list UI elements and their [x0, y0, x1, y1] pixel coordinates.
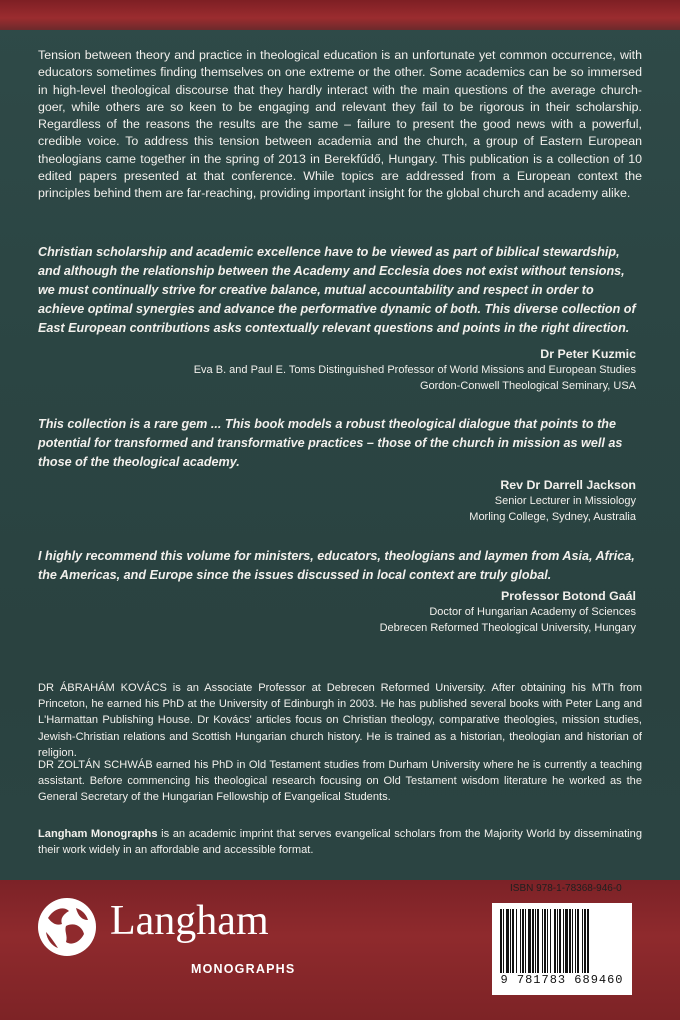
barcode-bar — [550, 909, 551, 973]
barcode-bar — [569, 909, 571, 973]
barcode-bar — [535, 909, 536, 973]
barcode-digits: 9 781783 689460 — [500, 973, 624, 987]
barcode-bar — [544, 909, 546, 973]
barcode-bar — [584, 909, 586, 973]
barcode-bar — [520, 909, 521, 973]
endorser-institution: Morling College, Sydney, Australia — [469, 510, 636, 523]
endorser-title: Eva B. and Paul E. Toms Distinguished Professor of World Missions and European Studies — [193, 364, 636, 376]
top-red-band — [0, 0, 680, 30]
endorsement-quote-gaal: I highly recommend this volume for ministers, educators, theologians and laymen from Asia, Africa, the Americas, and Europe since the issues discussed in local context are truly global. — [38, 549, 635, 582]
endorser-institution: Debrecen Reformed Theological University, Hungary — [379, 621, 636, 634]
endorsement-quote-jackson: This collection is a rare gem ... This book models a robust theological dialogue that points to the potential for transformed and transformative practices – those of the church in mission as well as those of the theological academy. — [38, 417, 623, 469]
book-description: Tension between theory and practice in theological education is an unfortunate yet common occurrence, with educators sometimes finding themselves on one extreme or the other. Some academics can be so immersed in high-level theological discourse that they hardly interact with the main questions of the average church-goer, while others are so keen to be engaging and relevant they fail to be rigorous in their scholarship. Regardless of the reasons the results are the same – failure to present the good news with a powerful, credible voice. To address this tension between academia and the church, a group of Eastern European theologians came together in the spring of 2013 in Berekfűdő, Hungary. This publication is a collection of 10 edited papers presented at that conference. While topics are addressed from a European context the principles behind them are far-reaching, providing important insight for the global church and academy alike. — [38, 48, 642, 201]
barcode-bar — [587, 909, 589, 973]
barcode-bar — [565, 909, 568, 973]
isbn-number: ISBN 978-1-78368-946-0 — [510, 883, 622, 894]
barcode — [492, 903, 632, 995]
barcode-bar — [503, 909, 504, 973]
barcode-bar — [563, 909, 564, 973]
langham-globe-logo-icon — [36, 896, 98, 958]
endorser-title: Doctor of Hungarian Academy of Sciences — [429, 606, 636, 618]
langham-wordmark: Langham — [110, 898, 269, 944]
barcode-bar — [522, 909, 524, 973]
imprint-description: is an academic imprint that serves evangelical scholars from the Majority World by disseminating their work widely in an affordable and accessible format. — [38, 828, 642, 857]
barcode-bar — [512, 909, 514, 973]
barcode-bar — [537, 909, 539, 973]
barcode-bar — [510, 909, 511, 973]
endorsement-quote-kuzmic: Christian scholarship and academic excellence have to be viewed as part of biblical stewardship, and although the relationship between the Academy and Ecclesia does not exist without tensions, we must continually strive for creative balance, mutual accountability and respect in order to achieve optimal synergies and advance the performative dynamic of both. This diverse collection of East European contributions asks contextually relevant questions and points in the right direction. — [38, 245, 636, 335]
barcode-bars — [500, 909, 624, 973]
barcode-bar — [500, 909, 502, 973]
barcode-bar — [559, 909, 561, 973]
endorsement-attribution-jackson — [469, 476, 636, 525]
editor-bio-kovacs: DR ÁBRAHÁM KOVÁCS is an Associate Professor at Debrecen Reformed University. After obtaining his MTh from Princeton, he earned his PhD at the University of Edinburgh in 2003. He has published several books with Peter Lang and L'Harmattan Publishing House. Dr Kovács' articles focus on Christian theology, comparative theologies, mission studies, Jewish-Christian relations and Scottish Hungarian church history. He is trained as a historian, theologian and historian of religion. — [38, 682, 642, 759]
barcode-bar — [554, 909, 556, 973]
barcode-bar — [582, 909, 583, 973]
endorser-name: Rev Dr Darrell Jackson — [500, 478, 636, 492]
editor-bio-schwab: DR ZOLTÁN SCHWÁB earned his PhD in Old Testament studies from Durham University where he is currently a teaching assistant. Before commencing his theological research focusing on Old Testament wisdom literature he worked as the General Secretary of the Hungarian Fellowship of Evangelical Students. — [38, 759, 642, 804]
barcode-bar — [557, 909, 558, 973]
endorser-name: Dr Peter Kuzmic — [540, 347, 636, 361]
barcode-bar — [572, 909, 573, 973]
endorsement-attribution-gaal — [380, 587, 636, 636]
barcode-bar — [575, 909, 576, 973]
imprint-statement — [38, 826, 642, 858]
endorser-title: Senior Lecturer in Missiology — [494, 495, 636, 507]
endorser-institution: Gordon-Conwell Theological Seminary, USA — [419, 379, 636, 392]
barcode-bar — [542, 909, 543, 973]
endorsement-attribution-kuzmic — [194, 345, 636, 394]
barcode-bar — [528, 909, 531, 973]
barcode-bar — [547, 909, 548, 973]
imprint-name: Langham Monographs — [38, 828, 158, 840]
barcode-bar — [532, 909, 534, 973]
barcode-bar — [577, 909, 579, 973]
barcode-bar — [525, 909, 526, 973]
monographs-label: MONOGRAPHS — [191, 962, 296, 976]
endorser-name: Professor Botond Gaál — [501, 589, 636, 603]
barcode-bar — [516, 909, 517, 973]
barcode-bar — [506, 909, 509, 973]
